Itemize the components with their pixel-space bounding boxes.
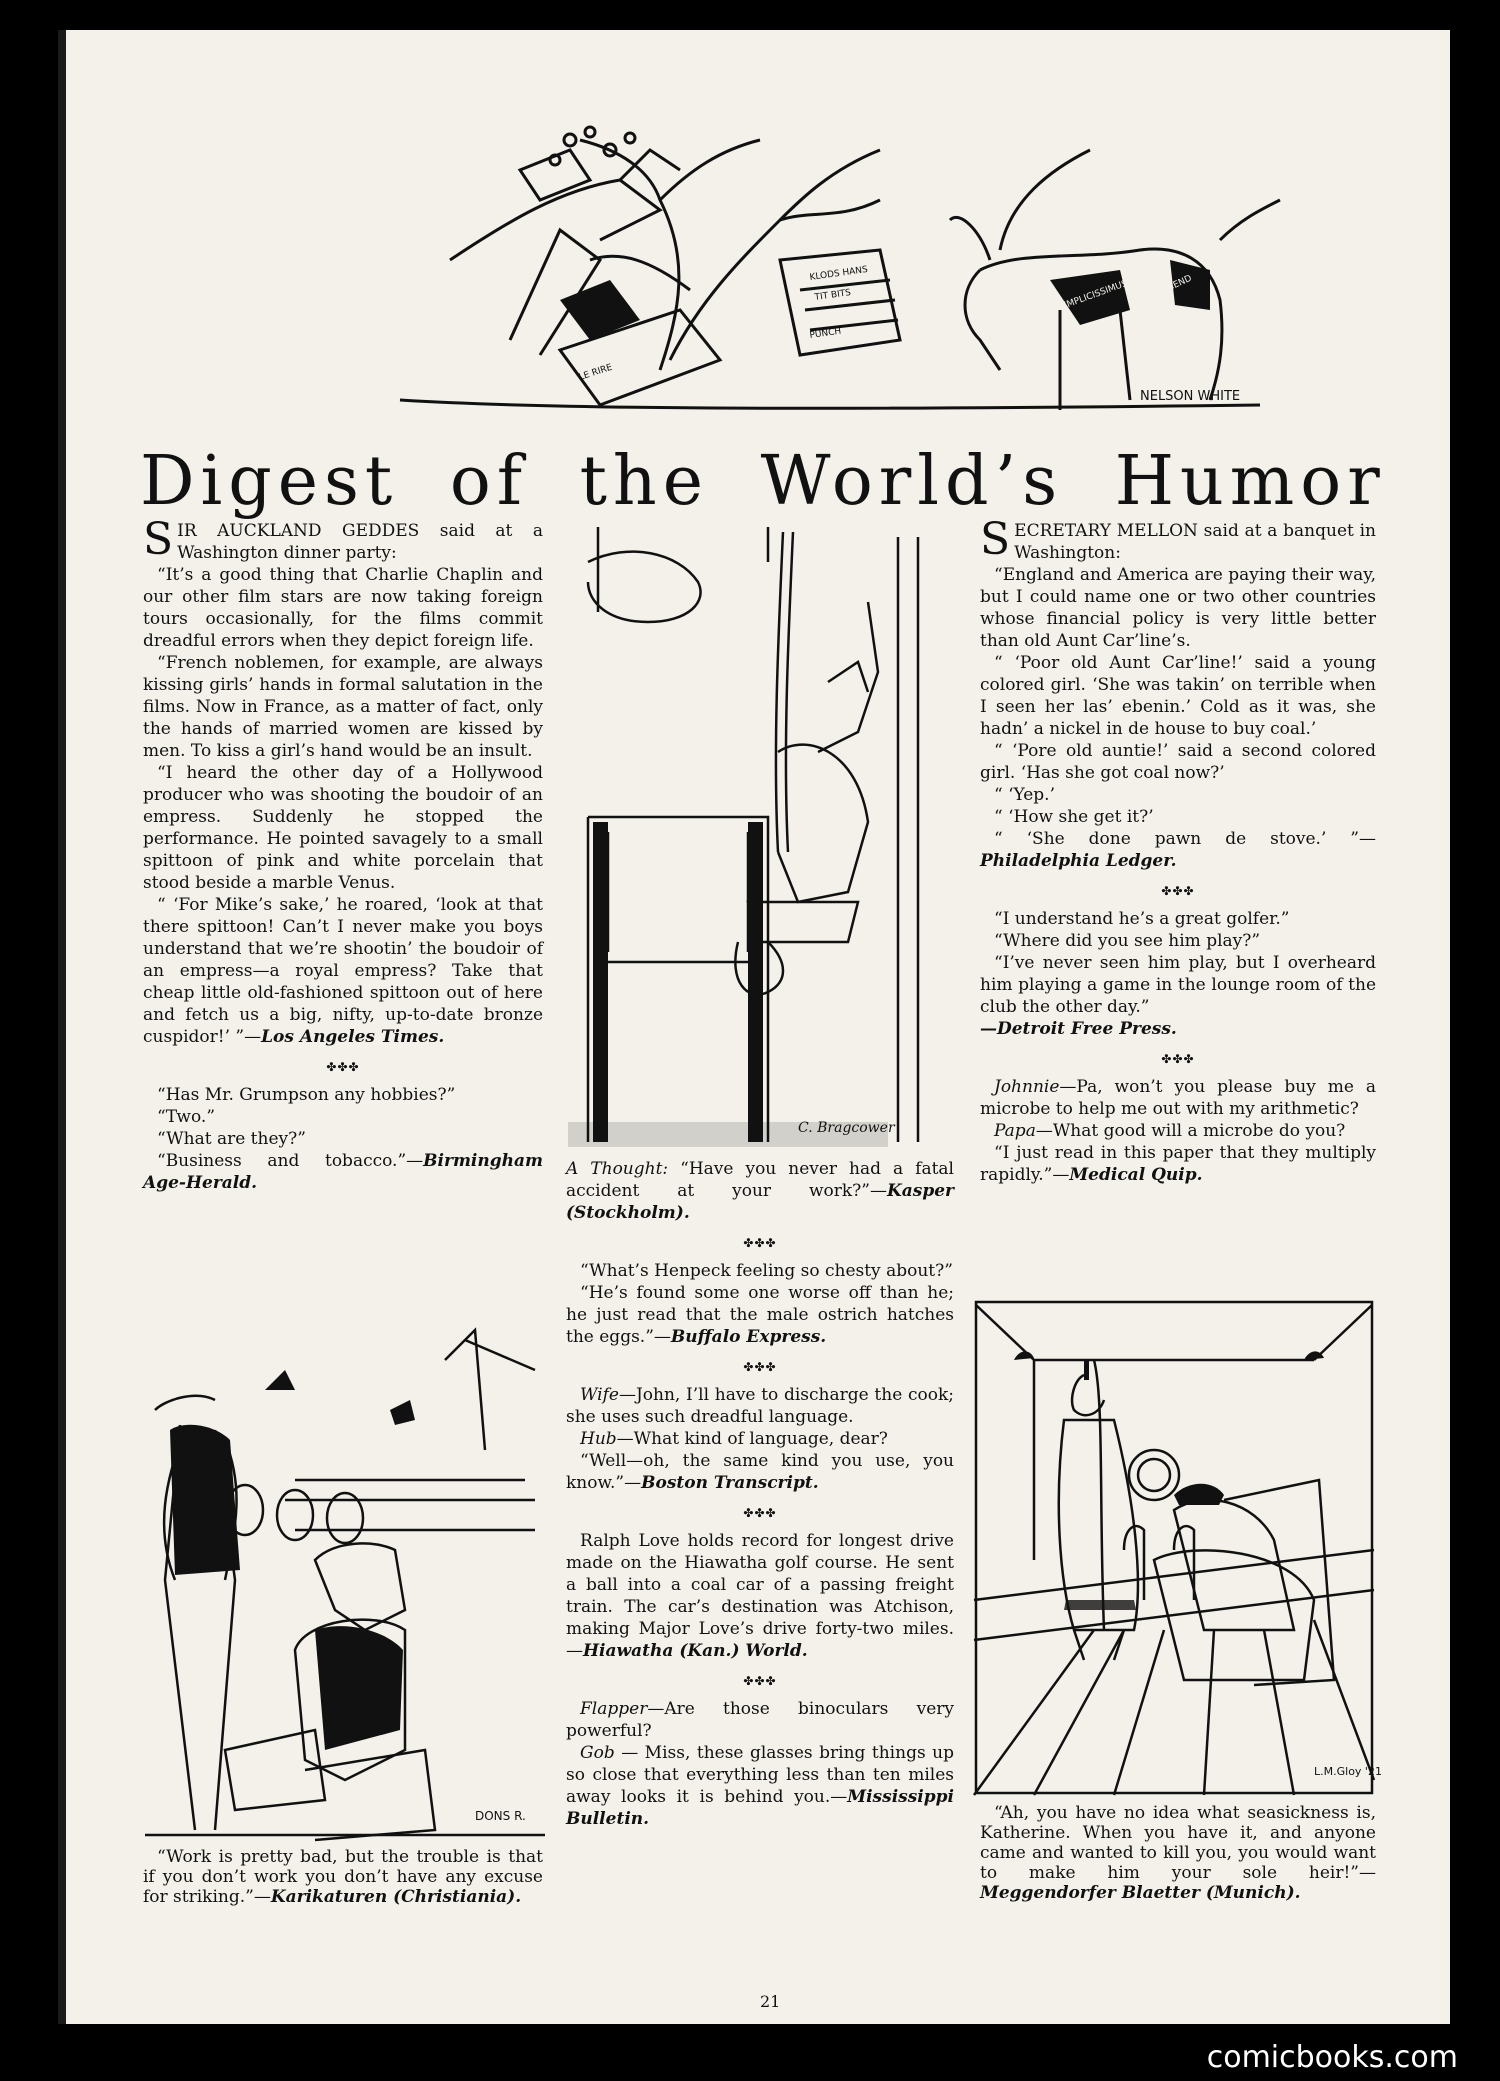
separator: ✤✤✤ bbox=[1161, 884, 1195, 898]
geddes-p1: “It’s a good thing that Charlie Chaplin and our other film stars are now taking foreign tours occasionally, for the films commit dreadful errors when they depict foreign life. bbox=[143, 565, 543, 651]
ship-caption: “Ah, you have no idea what seasickness is, Katherine. When you have it, and anyone came and wanted to kill you, you would want to make him your sole heir!”—Meggendorfer Blaetter (Munich). bbox=[980, 1803, 1376, 1903]
golfer-3: “I’ve never seen him play, but I overheard him playing a game in the lounge room of the club the other day.” bbox=[980, 953, 1376, 1017]
dropcap-s: S bbox=[980, 514, 1011, 565]
papa-line: Papa—What good will a microbe do you? bbox=[994, 1121, 1346, 1141]
ship-deck-cartoon bbox=[974, 1300, 1382, 1795]
mellon-lead: SECRETARY MELLON said at a banquet in Washington: bbox=[980, 514, 1376, 565]
column-3 bbox=[980, 514, 1376, 1186]
geddes-p4: “ ‘For Mike’s sake,’ he roared, ‘look at that there spittoon! Can’t I never make you boys understand that we’re shootin’ the boudoir of an empress—a royal empress? Take that cheap little old-fashioned spittoon out of here and fetch us a big, nifty, up-to-date bronze cuspidor!’ ”—Los Angeles Times. bbox=[143, 895, 543, 1047]
header-label: TIT BITS bbox=[814, 287, 852, 303]
geddes-p3: “I heard the other day of a Hollywood producer who was shooting the boudoir of an empress. Suddenly he stopped the performance. He pointed savagely to a small spittoon of pink and white porcelain that stood beside a marble Venus. bbox=[143, 763, 543, 893]
dock-cartoon-signature: DONS R. bbox=[475, 1809, 526, 1823]
separator: ✤✤✤ bbox=[743, 1506, 777, 1520]
wife-reply: “Well—oh, the same kind you use, you know.”—Boston Transcript. bbox=[566, 1451, 954, 1493]
geddes-lead: SIR AUCKLAND GEDDES said at a Washington dinner party: bbox=[143, 514, 543, 565]
dock-caption: “Work is pretty bad, but the trouble is that if you don’t work you don’t have any excuse for striking.”—Karikaturen (Christiania). bbox=[143, 1847, 543, 1907]
wife-line: Wife—John, I’ll have to discharge the cook; she uses such dreadful language. bbox=[566, 1385, 954, 1427]
grumpson-q3: “What are they?” bbox=[157, 1129, 306, 1149]
thought-caption: A Thought: “Have you never had a fatal accident at your work?”—Kasper (Stockholm). bbox=[566, 1159, 954, 1223]
column-1 bbox=[143, 514, 543, 1194]
climber-cartoon-signature: C. Bragcower bbox=[798, 1120, 895, 1136]
header-label: SIMPLICISSIMUS bbox=[1057, 278, 1129, 313]
dropcap-s: S bbox=[143, 514, 174, 565]
mellon-p1: “England and America are paying their way, but I could name one or two other countries whose financial policy is very little better than old Aunt Car’line’s. bbox=[980, 565, 1376, 651]
hub-line: Hub—What kind of language, dear? bbox=[580, 1429, 888, 1449]
separator: ✤✤✤ bbox=[743, 1236, 777, 1250]
mellon-p5: “ ‘How she get it?’ bbox=[994, 807, 1154, 827]
ralph-love: Ralph Love holds record for longest drive made on the Hiawatha golf course. He sent a ball into a coal car of a passing freight train. The car’s destination was Atchison, making Major Love’s drive forty-two miles.—Hiawatha (Kan.) World. bbox=[566, 1531, 954, 1661]
golfer-1: “I understand he’s a great golfer.” bbox=[994, 909, 1290, 929]
mellon-p6: “ ‘She done pawn de stove.’ ”—Philadelphia Ledger. bbox=[980, 829, 1376, 871]
grumpson-q2: “Two.” bbox=[157, 1107, 216, 1127]
header-label: LE RIRE bbox=[577, 362, 614, 383]
page-title: Digest of the World’s Humor bbox=[140, 442, 1386, 521]
golfer-src: —Detroit Free Press. bbox=[980, 1019, 1177, 1039]
golfer-2: “Where did you see him play?” bbox=[994, 931, 1261, 951]
grumpson-q1: “Has Mr. Grumpson any hobbies?” bbox=[157, 1085, 456, 1105]
dock-cartoon bbox=[145, 1330, 545, 1840]
separator: ✤✤✤ bbox=[743, 1360, 777, 1374]
header-cartoon bbox=[360, 110, 1340, 425]
mellon-p2: “ ‘Poor old Aunt Car’line!’ said a young colored girl. ‘She was takin’ on terrible when I seen her las’ ebenin.’ Cold as it was, she hadn’ a nickel in de house to buy coal.’ bbox=[980, 653, 1376, 739]
geddes-p2: “French noblemen, for example, are always kissing girls’ hands in formal salutation in the films. Now in France, as a matter of fact, only the hands of married women are kissed by men. To kiss a girl’s hand would be an insult. bbox=[143, 653, 543, 761]
flapper-line: Flapper—Are those binoculars very powerful? bbox=[566, 1699, 954, 1741]
header-signature: NELSON WHITE bbox=[1140, 389, 1241, 404]
johnnie-line: Johnnie—Pa, won’t you please buy me a microbe to help me out with my arithmetic? bbox=[980, 1077, 1376, 1119]
separator: ✤✤✤ bbox=[326, 1060, 360, 1074]
grumpson-q4: “Business and tobacco.”—Birmingham Age-Herald. bbox=[143, 1151, 543, 1193]
mellon-p3: “ ‘Pore old auntie!’ said a second colored girl. ‘Has she got coal now?’ bbox=[980, 741, 1376, 783]
johnnie-reply: “I just read in this paper that they multiply rapidly.”—Medical Quip. bbox=[980, 1143, 1376, 1185]
watermark: comicbooks.com bbox=[1206, 2040, 1458, 2075]
ship-cartoon-signature: L.M.Gloy '21 bbox=[1314, 1765, 1382, 1778]
header-label: JUGEND bbox=[1157, 273, 1194, 298]
gob-line: Gob — Miss, these glasses bring things up so close that everything less than ten miles away looks it is behind you.—Mississippi Bulletin. bbox=[566, 1743, 954, 1829]
climber-cartoon bbox=[568, 522, 953, 1147]
header-label: PUNCH bbox=[809, 326, 842, 341]
separator: ✤✤✤ bbox=[743, 1674, 777, 1688]
page-binding bbox=[58, 30, 66, 2024]
header-label: KLODS HANS bbox=[809, 264, 869, 283]
separator: ✤✤✤ bbox=[1161, 1052, 1195, 1066]
mellon-p4: “ ‘Yep.’ bbox=[994, 785, 1055, 805]
henpeck-a: “He’s found some one worse off than he; he just read that the male ostrich hatches the eggs.”—Buffalo Express. bbox=[566, 1283, 954, 1347]
page-number: 21 bbox=[760, 1992, 781, 2011]
henpeck-q: “What’s Henpeck feeling so chesty about?” bbox=[580, 1261, 953, 1281]
column-2 bbox=[566, 1158, 954, 1830]
